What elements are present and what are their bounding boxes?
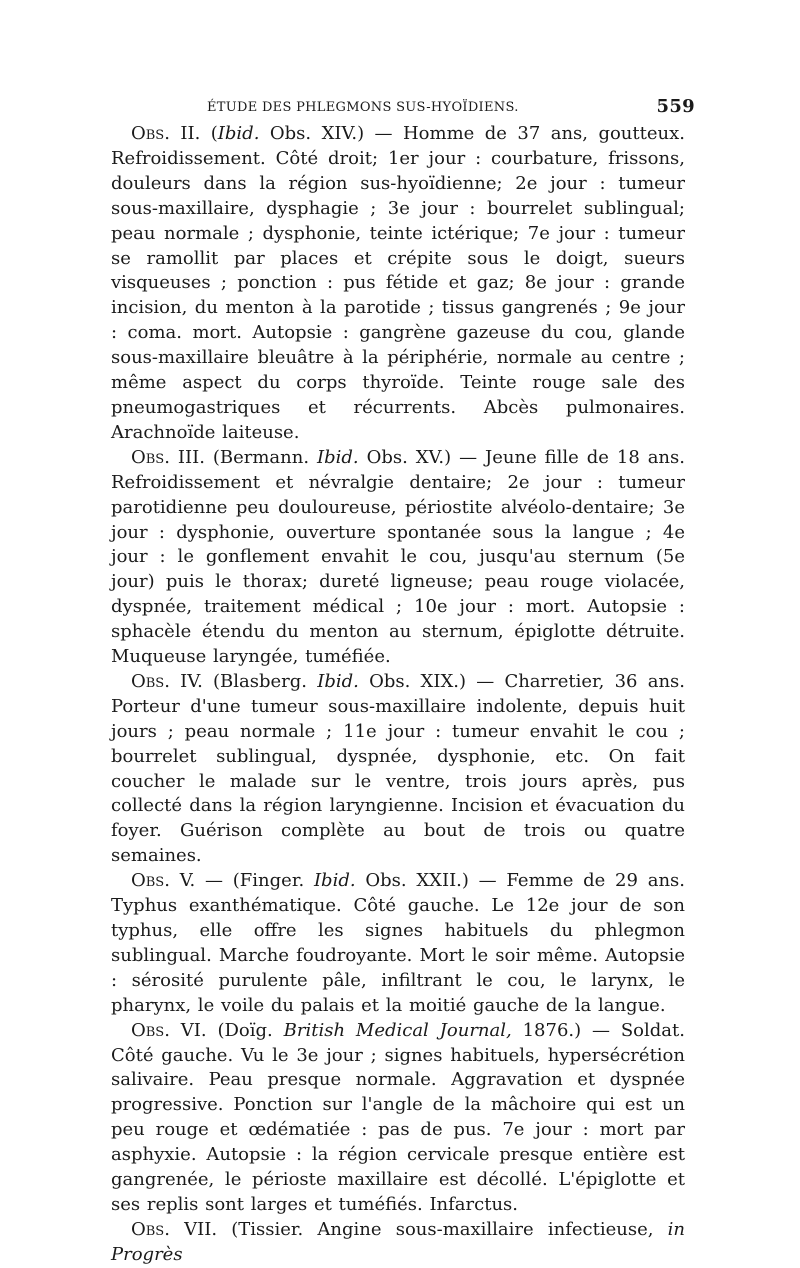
observation-source-italic: Ibid. — [217, 123, 260, 144]
observation-source: (Doïg. — [206, 1019, 284, 1041]
observation-label: Obs. V. — [131, 870, 196, 892]
observation-source-rest: Obs. XXII.) — [355, 870, 469, 892]
observation-6 — [111, 1019, 685, 1218]
observation-4 — [111, 670, 685, 869]
observation-source: ( — [200, 123, 218, 144]
body-text — [111, 122, 685, 1268]
observation-text: — Homme de 37 ans, goutteux. Refroidissement. Côté droit; 1er jour : courbature, frissons, douleurs dans la région sus-hyoïdienne; 2e jour : tumeur sous-maxillaire, dysphagie ; 3e jour : bourrelet sublingual; peau normale ; dysphonie, teinte ictérique; 7e jour : tumeur se ramollit par places et crépite sous le doigt, sueurs visqueuses ; ponction : pus fétide et gaz; 8e jour : grande incision, du menton à la parotide ; tissus gangrenés ; 9e jour : coma. mort. Autopsie : gangrène gazeuse du cou, glande sous-maxillaire bleuâtre à la périphérie, normale au centre ; même aspect du corps thyroïde. Teinte rouge sale des pneumogastriques et récurrents. Abcès pulmonaires. Arachnoïde laiteuse. — [111, 123, 685, 443]
observation-label: Obs. VI. — [131, 1019, 207, 1041]
observation-5 — [111, 869, 685, 1018]
observation-text: — Charretier, 36 ans. Porteur d'une tumeur sous-maxillaire indolente, depuis huit jours ; peau normale ; 11e jour : tumeur envahit le cou ; bourrelet sublingual, dyspnée, dysphonie, etc. On fait coucher le malade sur le ventre, trois jours après, pus collecté dans la région laryngienne. Incision et évacuation du foyer. Guérison complète au bout de trois ou quatre semaines. — [111, 670, 685, 867]
observation-source-rest: Obs. XV.) — [358, 446, 452, 468]
observation-source: — (Finger. — [195, 870, 314, 892]
observation-label: Obs. IV. — [131, 670, 203, 692]
observation-source-italic: British Medical Journal, — [283, 1019, 512, 1041]
observation-label: Obs. VII. — [131, 1218, 218, 1240]
observation-source-rest: 1876.) — [511, 1019, 582, 1041]
observation-source-rest: Obs. XIV.) — [259, 123, 365, 144]
observation-text: — Femme de 29 ans. Typhus exanthématique. Côté gauche. Le 12e jour de son typhus, elle offre les signes habituels du phlegmon sublingual. Marche foudroyante. Mort le soir même. Autopsie : sérosité purulente pâle, infiltrant le cou, le larynx, le pharynx, le voile du palais et la moitié gauche de la langue. — [111, 870, 686, 1016]
observation-3 — [111, 446, 685, 670]
observation-7 — [111, 1218, 685, 1268]
observation-label: Obs. II. — [131, 123, 201, 144]
observation-text: — Jeune fille de 18 ans. Refroidissement et névralgie dentaire; 2e jour : tumeur parotidienne peu douloureuse, périostite alvéolo-dentaire; 3e jour : dysphonie, ouverture spontanée sous la langue ; 4e jour : le gonflement envahit le cou, jusqu'au sternum (5e jour) puis le thorax; dureté ligneuse; peau rouge violacée, dyspnée, traitement médical ; 10e jour : mort. Autopsie : sphacèle étendu du menton au sternum, épiglotte détruite. Muqueuse laryngée, tuméfiée. — [111, 446, 685, 668]
observation-source-italic: in Progrès — [111, 1218, 685, 1265]
page-number: 559 — [656, 96, 695, 117]
observation-source-italic: Ibid. — [313, 870, 356, 892]
observation-source-italic: Ibid. — [317, 670, 359, 692]
book-page — [111, 96, 695, 1268]
observation-source: (Blasberg. — [202, 670, 318, 692]
observation-source: (Bermann. — [204, 446, 317, 468]
running-head — [111, 96, 695, 122]
observation-source-italic: Ibid. — [317, 446, 359, 468]
observation-source-rest: Obs. XIX.) — [358, 670, 467, 692]
running-title: ÉTUDE DES PHLEGMONS SUS-HYOÏDIENS. — [207, 100, 519, 115]
observation-label: Obs. III. — [131, 446, 205, 468]
observation-2 — [111, 122, 685, 446]
observation-text: — Soldat. Côté gauche. Vu le 3e jour ; signes habituels, hypersécrétion salivaire. Peau presque normale. Aggravation et dyspnée progressive. Ponction sur l'angle de la mâchoire qui est un peu rouge et œdématiée : pas de pus. 7e jour : mort par asphyxie. Autopsie : la région cervicale presque entière est gangrenée, le périoste maxillaire est décollé. L'épiglotte et ses replis sont larges et tuméfiés. Infarctus. — [111, 1019, 685, 1215]
observation-source: (Tissier. Angine sous-maxillaire infectieuse, — [217, 1218, 668, 1240]
